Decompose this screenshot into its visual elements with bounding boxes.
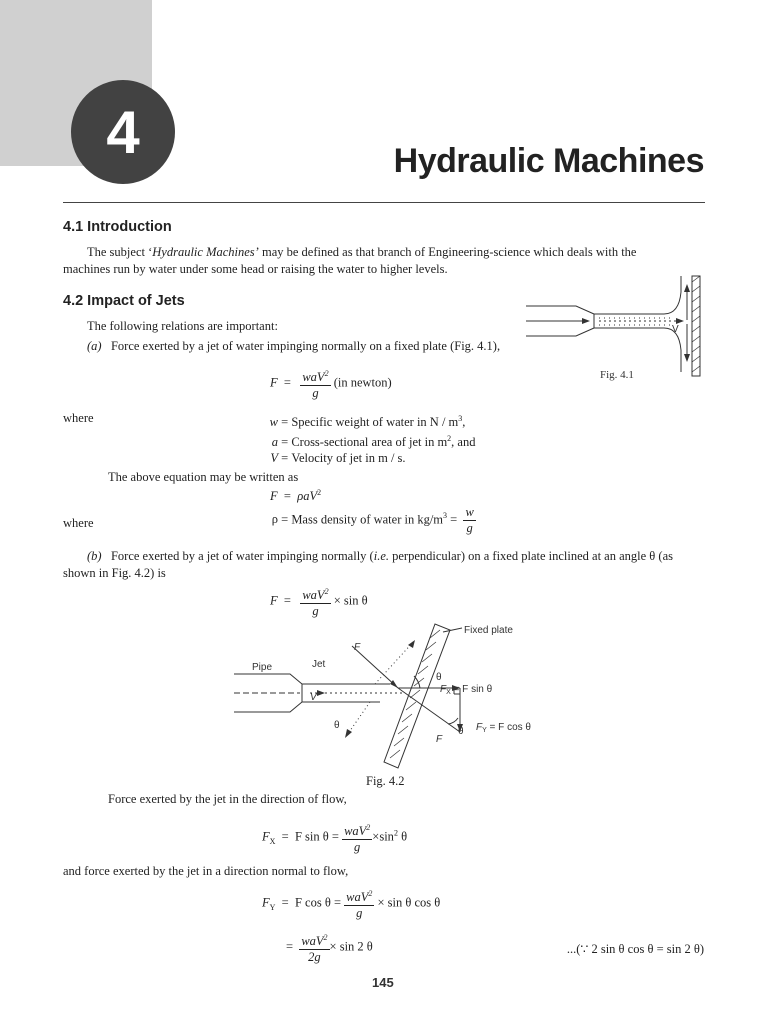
fig2-jet-label: Jet bbox=[312, 659, 326, 670]
fraction: $\frac{waV^2}{g}$ bbox=[300, 366, 330, 401]
fig2-v-label: V bbox=[310, 692, 317, 703]
definition-rho: ρ = Mass density of water in $kg/m^3$ = $\frac{w}{g}$ bbox=[271, 505, 474, 535]
fig2-fx-label: $F_X = F$ sin θ bbox=[440, 684, 493, 696]
fraction: $\frac{waV^2}{g}$ bbox=[342, 820, 372, 855]
intro-line-1: The subject ‘Hydraulic Machines’ may be defined as that branch of Engineering-science which deals with the bbox=[87, 245, 637, 259]
fraction: $\frac{waV^2}{g}$ bbox=[300, 584, 330, 619]
chapter-number-badge bbox=[71, 80, 175, 184]
equation-inclined-plate: F = $\frac{waV^2}{g}$ × sin θ bbox=[270, 584, 368, 619]
intro-line-2: machines run by water under some head or raising the water to higher levels. bbox=[63, 262, 448, 276]
identity-note: ...(∵ 2 sin θ cos θ = sin 2 θ) bbox=[566, 942, 704, 956]
figure-4-2 bbox=[230, 620, 550, 770]
fraction: $\frac{waV^2}{g}$ bbox=[344, 886, 374, 921]
fig2-pipe-label: Pipe bbox=[252, 662, 273, 673]
header-rule bbox=[63, 202, 705, 203]
relations-intro: The following relations are important: bbox=[87, 319, 278, 333]
equation-fy: $F_Y = F$ cos θ = $\frac{waV^2}{g}$ × sin θ cos θ bbox=[262, 886, 440, 921]
fig2-fixed-plate-label: Fixed plate bbox=[464, 625, 513, 636]
page-number: 145 bbox=[372, 975, 394, 990]
fig2-f-bottom-label: F bbox=[436, 734, 443, 745]
section-heading-4-2: 4.2 Impact of Jets bbox=[63, 293, 185, 309]
definition-v: V = Velocity of jet in m / s. bbox=[270, 451, 406, 465]
item-a: (a) Force exerted by a jet of water impinging normally on a fixed plate (Fig. 4.1), bbox=[87, 339, 501, 353]
fig2-theta-1: θ bbox=[436, 672, 442, 683]
fig2-fy-label: $F_Y = F$ cos θ bbox=[476, 722, 531, 734]
definition-a: a = Cross-sectional area of jet in $m^2$, and bbox=[271, 434, 476, 450]
equation-fx: $F_X = F$ sin θ = $\frac{waV^2}{g}$ $\times\sin^2$ θ bbox=[262, 820, 407, 855]
where-label-1: where bbox=[63, 411, 94, 425]
fig1-arrowhead bbox=[582, 318, 590, 324]
fig1-jet-upper bbox=[594, 276, 681, 314]
fig2-caption: Fig. 4.2 bbox=[366, 774, 405, 788]
above-equation-text: The above equation may be written as bbox=[108, 470, 299, 484]
fy-intro: and force exerted by the jet in a direction normal to flow, bbox=[63, 864, 349, 878]
fig1-caption: Fig. 4.1 bbox=[600, 369, 634, 381]
fx-intro: Force exerted by the jet in the direction of flow, bbox=[108, 792, 347, 806]
item-b: (b) Force exerted by a jet of water impinging normally (i.e. perpendicular) on a fixed plate inclined at an angle θ (as shown in Fig. 4.2) is bbox=[63, 549, 673, 580]
fraction: $\frac{waV^2}{2g}$ bbox=[299, 930, 329, 965]
equation-rho: F = ρaV$^2$ bbox=[270, 488, 322, 504]
equation-force-normal-plate: F = $\frac{waV^2}{g}$ (in newton) bbox=[270, 366, 392, 401]
fig2-f-top-label: F bbox=[354, 642, 361, 653]
chapter-title: Hydraulic Machines bbox=[393, 142, 704, 180]
fraction: $\frac{w}{g}$ bbox=[465, 505, 474, 535]
chapter-number: 4 bbox=[106, 98, 140, 166]
fig1-v-label: V bbox=[672, 324, 679, 335]
fig2-fixed-plate bbox=[384, 624, 450, 768]
section-heading-4-1: 4.1 Introduction bbox=[63, 219, 172, 235]
where-label-2: where bbox=[63, 516, 94, 530]
definition-w: w = Specific weight of water in N / $m^3$, bbox=[269, 414, 466, 430]
equation-sin2theta: = $\frac{waV^2}{2g}$ × sin 2 θ bbox=[286, 930, 373, 965]
fig2-theta-3: θ bbox=[458, 726, 464, 737]
figure-4-1 bbox=[524, 272, 708, 384]
fig2-theta-2: θ bbox=[334, 720, 340, 731]
fig1-jet-lower bbox=[594, 328, 681, 372]
